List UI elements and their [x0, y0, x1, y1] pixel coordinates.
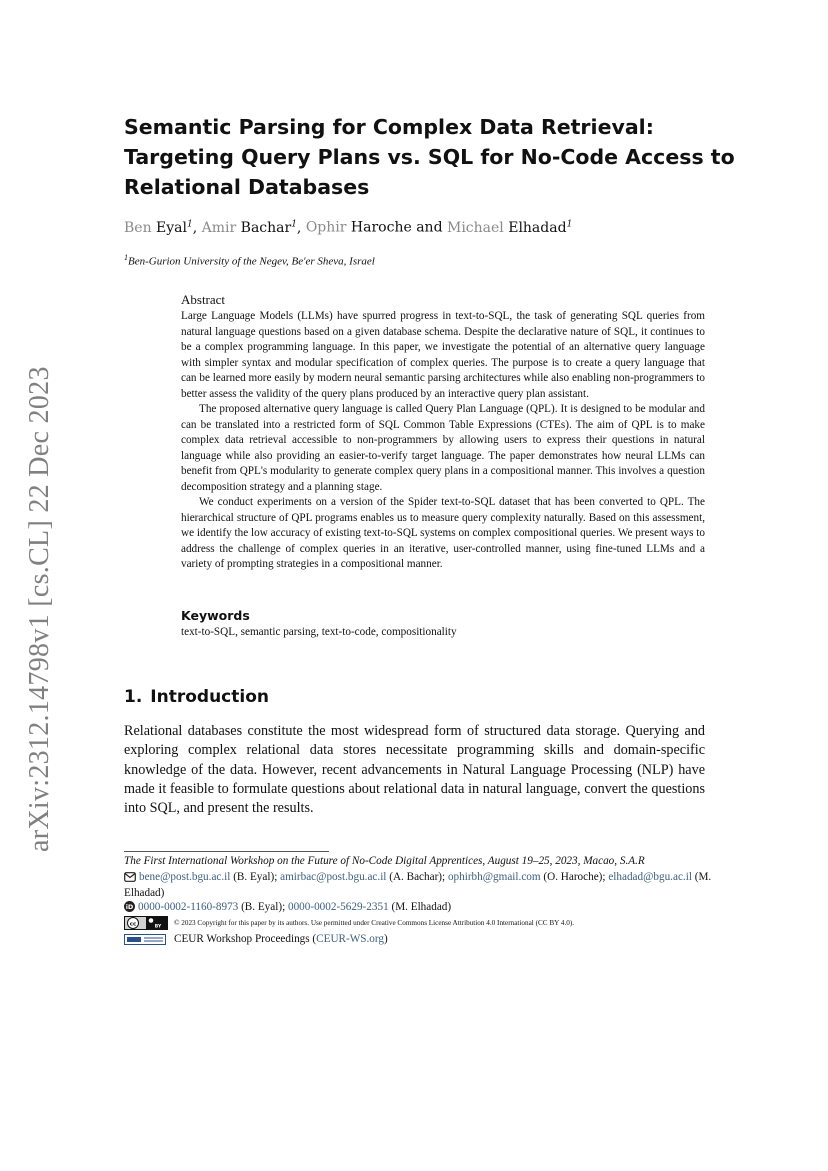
email-link[interactable]: elhadad@bgu.ac.il — [608, 871, 692, 883]
author-list — [124, 214, 744, 238]
keywords — [181, 607, 705, 640]
license-text: © 2023 Copyright for this paper by its authors. Use permitted under Creative Commons License Attribution 4.0 International (CC BY 4.0). — [174, 919, 575, 927]
email-footnote: bene@post.bgu.ac.il (B. Eyal); amirbac@post.bgu.ac.il (A. Bachar); ophirbh@gmail.com (O. Haroche); elhadad@bgu.ac.il (M. Elhadad) — [124, 871, 712, 899]
orcid-link[interactable]: 0000-0002-5629-2351 — [287, 901, 389, 913]
orcid-link[interactable]: 0000-0002-1160-8973 — [138, 901, 239, 913]
svg-text:BY: BY — [154, 924, 162, 930]
section-heading: 1. Introduction — [124, 687, 269, 707]
abstract-heading: Abstract — [181, 292, 226, 307]
author: Amir Bachar$^1$, — [201, 219, 306, 236]
email-link[interactable]: ophirbh@gmail.com — [447, 871, 541, 883]
ceur-line — [124, 932, 724, 948]
ceur-text: CEUR Workshop Proceedings (CEUR-WS.org) — [174, 933, 388, 945]
keywords-list: text-to-SQL, semantic parsing, text-to-code, compositionality — [181, 626, 457, 638]
paper-title: Semantic Parsing for Complex Data Retrieval: Targeting Query Plans vs. SQL for No-Code Access to Relational Databases — [124, 115, 735, 199]
affiliation: $^1$Ben-Gurion University of the Negev, Be'er Sheva, Israel — [124, 253, 375, 268]
email-link[interactable]: bene@post.bgu.ac.il — [139, 871, 231, 883]
orcid-icon — [124, 901, 135, 912]
ceur-logo-icon — [124, 934, 166, 945]
arxiv-identifier: arXiv:2312.14798v1 [cs.CL] 22 Dec 2023 — [24, 366, 55, 852]
conference-footnote: The First International Workshop on the Future of No-Code Digital Apprentices, August 19–25, 2023, Macao, S.A.R — [124, 855, 645, 867]
keywords-heading: Keywords — [181, 608, 250, 623]
envelope-icon — [124, 872, 136, 882]
abstract-paragraph: Large Language Models (LLMs) have spurred progress in text-to-SQL, the task of generating SQL queries from natural language questions based on a given database schema. Despite the declarative nature of SQL, it continues to be a complex programming language. In this paper, we investigate the potential of an alternative query language with simpler syntax and modular specification of complex queries. The purpose is to create a query language that can be learned more easily by modern neural semantic parsing architectures while also enabling non-programmers to better assess the validity of the query plans produced by an interactive query plan assistant. — [181, 310, 705, 400]
abstract-paragraph: We conduct experiments on a version of the Spider text-to-SQL dataset that has been converted to QPL. The hierarchical structure of QPL programs enables us to measure query complexity naturally. Based on this assessment, we identify the low accuracy of existing text-to-SQL systems on complex compositional queries. We present ways to address the challenge of complex queries in an iterative, user-controlled manner, using fine-tuned LLMs and a variety of prompting strategies in a compositional manner. — [181, 496, 705, 570]
footnote-divider — [124, 851, 329, 852]
body-paragraph: Relational databases constitute the most widespread form of structured data storage. Querying and exploring complex relational data stores necessitate programming skills and domain-specific knowledge of the data. However, recent advancements in Natural Language Processing (NLP) have made it feasible to formulate questions about relational data in natural language, convert the questions into SQL, and present the results. — [124, 723, 705, 817]
license-line — [124, 916, 724, 930]
cc-by-badge-icon — [124, 916, 168, 930]
author: Michael Elhadad$^1$ — [446, 219, 573, 236]
orcid-footnote: iD 0000-0002-1160-8973 (B. Eyal); 0000-0002-5629-2351 (M. Elhadad) — [125, 901, 452, 913]
abstract — [181, 291, 705, 573]
abstract-paragraph: The proposed alternative query language is called Query Plan Language (QPL). It is designed to be modular and can be translated into a restricted form of SQL Common Table Expressions (CTEs). The aim of QPL is to make complex data retrieval accessible to non-programmers by allowing users to express their questions in natural language while also providing an easier-to-verify target language. The paper demonstrates how neural LLMs can benefit from QPL's modularity to generate complex query plans in a compositional manner. This involves a question decomposition strategy and a planning stage. — [181, 403, 705, 493]
email-link[interactable]: amirbac@post.bgu.ac.il — [280, 871, 387, 883]
svg-text:cc: cc — [129, 921, 137, 928]
svg-text:iD: iD — [125, 903, 134, 911]
ceur-link[interactable]: CEUR-WS.org — [316, 933, 385, 945]
author: Ben Eyal$^1$, — [124, 219, 202, 236]
author: Ophir Haroche and — [305, 219, 447, 236]
